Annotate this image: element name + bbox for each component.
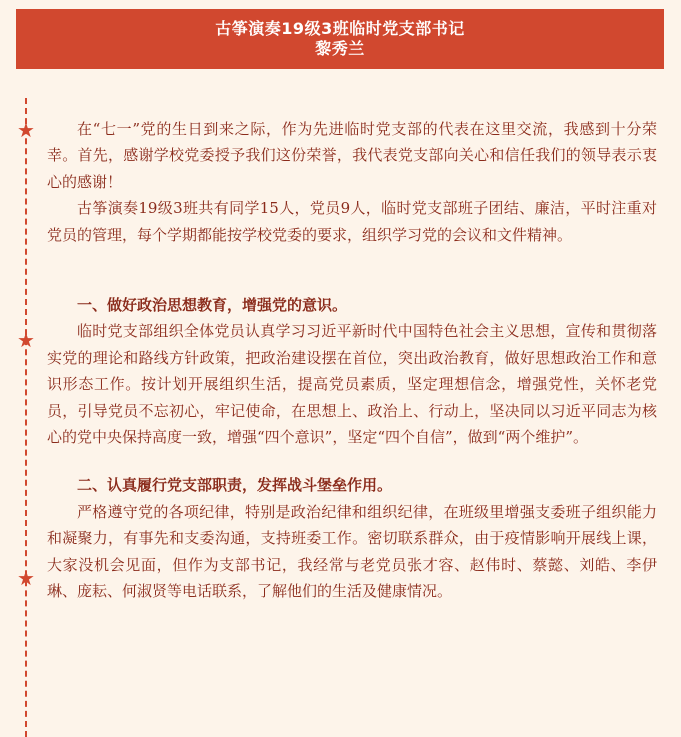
star-icon: ★ xyxy=(17,566,35,590)
intro-paragraph: 古筝演奏19级3班共有同学15人，党员9人，临时党支部班子团结、廉洁，平时注重对党员的管理，每个学期都能按学校党委的要求，组织学习党的会议和文件精神。 xyxy=(47,199,657,244)
intro-paragraph: 在“七一”党的生日到来之际，作为先进临时党支部的代表在这里交流，我感到十分荣幸。首先，感谢学校党委授予我们这份荣誉，我代表党支部向关心和信任我们的领导表示衷心的感谢！ xyxy=(47,120,657,191)
star-icon: ★ xyxy=(17,328,35,352)
header-banner xyxy=(16,9,664,69)
article-body xyxy=(47,116,657,605)
section-body: 临时党支部组织全体党员认真学习习近平新时代中国特色社会主义思想，宣传和贯彻落实党的理论和路线方针政策，把政治建设摆在首位，突出政治教育，做好思想政治工作和意识形态工作。按计划开展组织生活，提高党员素质，坚定理想信念，增强党性，关怀老党员，引导党员不忘初心，牢记使命，在思想上、政治上、行动上，坚决同以习近平同志为核心的党中央保持高度一致，增强“四个意识”，坚定“四个自信”，做到“两个维护”。 xyxy=(47,322,657,447)
section-title: 一、做好政治思想教育，增强党的意识。 xyxy=(77,296,348,315)
timeline-dashed-line xyxy=(25,98,27,737)
section-body: 严格遵守党的各项纪律，特别是政治纪律和组织纪律，在班级里增强支委班子组织能力和凝聚力，有事先和支委沟通，支持班委工作。密切联系群众，由于疫情影响开展线上课，大家没机会见面，但作为支部书记，我经常与老党员张才容、赵伟时、蔡懿、刘皓、李伊琳、庞耘、何淑贤等电话联系，了解他们的生活及健康情况。 xyxy=(47,502,657,601)
header-title: 古筝演奏19级3班临时党支部书记 xyxy=(215,19,465,38)
section-title: 二、认真履行党支部职责，发挥战斗堡垒作用。 xyxy=(77,476,393,495)
star-icon: ★ xyxy=(17,118,35,142)
header-author: 黎秀兰 xyxy=(315,39,365,58)
